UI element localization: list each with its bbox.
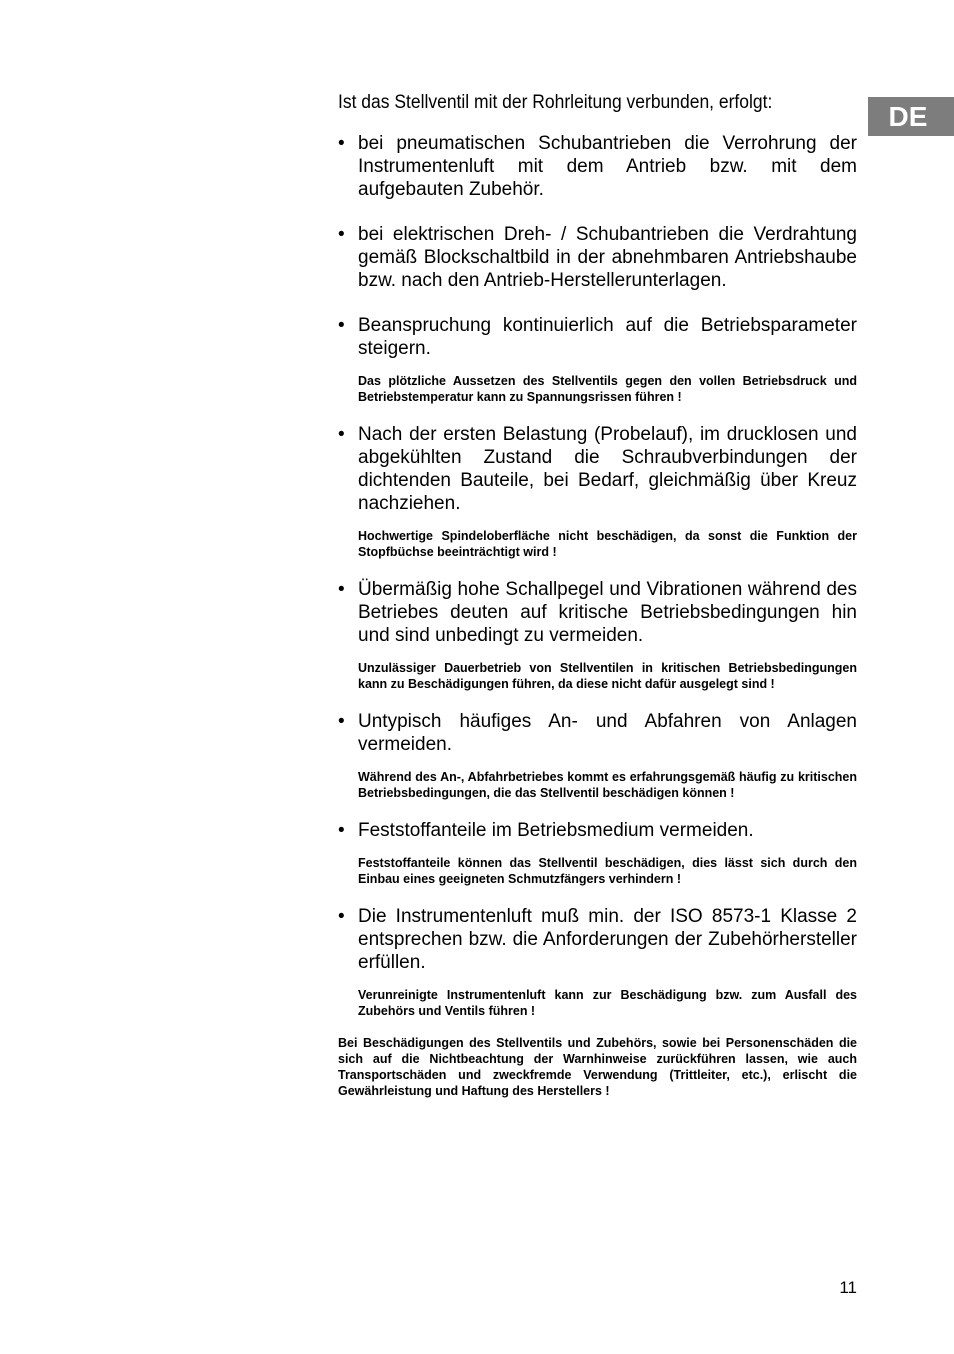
liability-notice: Bei Beschädigungen des Stellventils und Zubehörs, sowie bei Personenschäden die sich auf die Nichtbeachtung der Warnhinweise zurückführen lassen, wie auch Transportschäden und zweckfremde Verwendung (Trittleiter, etc.), erlischt die Gewährleistung und Haftung des Herstellers !	[338, 1036, 857, 1098]
bullet-dot: •	[338, 820, 345, 841]
bullet-dot: •	[338, 424, 345, 445]
list-item	[338, 223, 857, 292]
list-item-text: bei pneumatischen Schubantrieben die Verrohrung der Instrumentenluft mit dem Antrieb bzw. mit dem aufgebauten Zubehör.	[358, 133, 857, 200]
list-item-text: Untypisch häufiges An- und Abfahren von Anlagen vermeiden.	[358, 711, 857, 755]
list-item	[338, 905, 857, 974]
warning-note: Hochwertige Spindeloberfläche nicht beschädigen, da sonst die Funktion der Stopfbüchse beeinträchtigt wird !	[358, 529, 857, 559]
list-item	[338, 710, 857, 756]
bullet-dot: •	[338, 315, 345, 336]
list-item-text: Übermäßig hohe Schallpegel und Vibrationen während des Betriebes deuten auf kritische Betriebsbedingungen hin und sind unbedingt zu vermeiden.	[358, 579, 857, 646]
warning-note: Das plötzliche Aussetzen des Stellventils gegen den vollen Betriebsdruck und Betriebstemperatur kann zu Spannungsrissen führen !	[358, 374, 857, 404]
list-item	[338, 314, 857, 360]
warning-note: Unzulässiger Dauerbetrieb von Stellventilen in kritischen Betriebsbedingungen kann zu Beschädigungen führen, da diese nicht dafür ausgelegt sind !	[358, 661, 857, 691]
bullet-dot: •	[338, 224, 345, 245]
list-item	[338, 578, 857, 647]
bullet-dot: •	[338, 579, 345, 600]
bullet-dot: •	[338, 906, 345, 927]
intro-text: Ist das Stellventil mit der Rohrleitung verbunden, erfolgt:	[338, 92, 773, 113]
list-item	[338, 819, 857, 842]
bullet-dot: •	[338, 711, 345, 732]
list-item-text: Beanspruchung kontinuierlich auf die Betriebsparameter steigern.	[358, 315, 857, 359]
list-item-text: bei elektrischen Dreh- / Schubantrieben die Verdrahtung gemäß Blockschaltbild in der abnehmbaren Antriebshaube bzw. nach den Antrieb-Herstellerunterlagen.	[358, 224, 857, 291]
list-item	[338, 132, 857, 201]
bullet-dot: •	[338, 133, 345, 154]
list-item	[338, 423, 857, 515]
language-tab: DE	[868, 97, 954, 136]
page-content	[338, 92, 857, 1099]
list-item-text: Feststoffanteile im Betriebsmedium vermeiden.	[358, 820, 754, 841]
warning-note: Verunreinigte Instrumentenluft kann zur Beschädigung bzw. zum Ausfall des Zubehörs und Ventils führen !	[358, 988, 857, 1018]
page-number: 11	[839, 1278, 857, 1297]
list-item-text: Nach der ersten Belastung (Probelauf), im drucklosen und abgekühlten Zustand die Schraubverbindungen der dichtenden Bauteile, bei Bedarf, gleichmäßig über Kreuz nachziehen.	[358, 424, 857, 514]
list-item-text: Die Instrumentenluft muß min. der ISO 8573-1 Klasse 2 entsprechen bzw. die Anforderungen der Zubehörhersteller erfüllen.	[358, 906, 857, 973]
warning-note: Während des An-, Abfahrbetriebes kommt es erfahrungsgemäß häufig zu kritischen Betriebsbedingungen, die das Stellventil beschädigen können !	[358, 770, 857, 800]
warning-note: Feststoffanteile können das Stellventil beschädigen, dies lässt sich durch den Einbau eines geeigneten Schmutzfängers verhindern !	[358, 856, 857, 886]
